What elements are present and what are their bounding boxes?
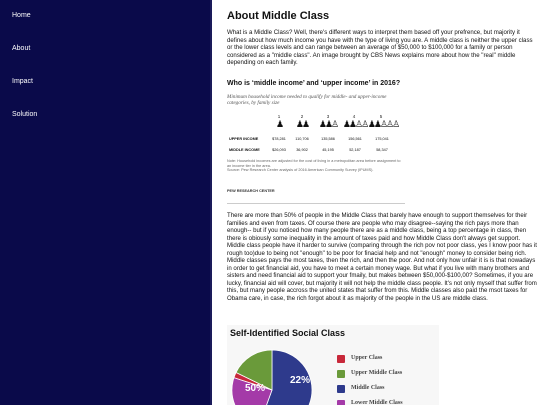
body-paragraph: There are more than 50% of people in the Middle Class that barely have enough to support themselves for their families and even from taxes. Of course there are people who may disagree--saying the rich pays more than enough-- but if you noticed how many people there are as a middle class, being a top percentage in class, then there is obiously some inequality in the amount of taxes paid and how Middle Class don't always get support. Middle class people have it harder to survive (comparing through the rich pov not poor class, yes I know poor has it rough too)due to being not "enough" to be poor for finacial help and not "enough" money to consider being rich. Middle classes pays the most taxes, then the rich, and then the poor. And not only how unfair it is is that nowadays in order to get financial aid, you have to meet a certain money wage. But what if you live with many brothers and sisters and need financial aid to support your fmaily, but makes between $50,000-$100,00? Sometimes, if you are lucky, financial aid will cover, but majority it will not help the middle class people. It's not only myself that suffer from this, but many people accross the united states that suffer from this. Middle classes also paid the msot taxes for Obama care, in case, the rich forgot about it as majority of the people in the US are middle class. bbox=[227, 212, 537, 302]
infographic-subtitle: Minimum household income needed to qualify for middle- and upper-income categories, by family size bbox=[227, 94, 387, 106]
pie-slice-label: 22% bbox=[289, 375, 311, 386]
income-infographic bbox=[227, 78, 405, 200]
income-value: 58,347 bbox=[376, 148, 388, 152]
person-icon: ♟♟♙♙♙ bbox=[367, 119, 399, 129]
legend-label: Lower Middle Class bbox=[351, 400, 403, 405]
infographic-source: PEW RESEARCH CENTER bbox=[227, 189, 275, 193]
income-value: $78,281 bbox=[272, 137, 286, 141]
legend-swatch bbox=[337, 370, 345, 378]
person-icon: ♟♟ bbox=[295, 119, 309, 129]
pie-chart-title: Self-Identified Social Class bbox=[230, 328, 346, 338]
family-size-label: 5 bbox=[379, 114, 383, 119]
nav-item-solution[interactable]: Solution bbox=[12, 111, 38, 118]
person-icon: ♟♟♙♙ bbox=[342, 119, 368, 129]
pie-slice-label: 50% bbox=[244, 383, 266, 394]
social-class-pie-chart bbox=[227, 325, 439, 405]
income-value: 175,041 bbox=[375, 137, 389, 141]
nav-item-home[interactable]: Home bbox=[12, 12, 31, 19]
legend-swatch bbox=[337, 385, 345, 393]
income-value: 135,586 bbox=[321, 137, 335, 141]
income-value: 110,706 bbox=[295, 137, 309, 141]
income-value: 52,187 bbox=[349, 148, 361, 152]
income-value: 45,195 bbox=[322, 148, 334, 152]
nav-item-about[interactable]: About bbox=[12, 45, 31, 52]
nav-item-impact[interactable]: Impact bbox=[12, 78, 34, 85]
sidebar-divider bbox=[210, 0, 212, 405]
legend-swatch bbox=[337, 355, 345, 363]
person-icon: ♟♟♙ bbox=[318, 119, 338, 129]
income-value: 156,561 bbox=[348, 137, 362, 141]
sidebar bbox=[0, 0, 210, 405]
infographic-note: Note: Household incomes are adjusted for the cost of living in a metropolitan area before assignment to an income tier in the area. Source: Pew Research Center analysis of 2016 American Community Survey (IPUMS). bbox=[227, 159, 401, 173]
legend-item-upper-middle-class bbox=[351, 370, 402, 376]
legend-label: Middle Class bbox=[351, 385, 385, 391]
row-label-upper: UPPER INCOME bbox=[229, 137, 259, 141]
legend-label: Upper Class bbox=[351, 355, 383, 361]
row-label-middle: MIDDLE INCOME bbox=[229, 148, 260, 152]
person-icon: ♟ bbox=[275, 119, 283, 129]
main-content bbox=[227, 0, 537, 405]
family-size-label: 1 bbox=[277, 114, 281, 119]
family-size-label: 4 bbox=[352, 114, 356, 119]
section-divider bbox=[227, 203, 405, 204]
intro-paragraph: What is a Middle Class? Well, there's different ways to interpret them based off your prefrence, but majority it defines about how much income you have with the type of living you are. A middle class is neither the upper class or the lower class levels and can range between an average of $50,000 to $100,000 for a family or person considered as a "middle class". An image brought by CBS News explains more about how the "real" middle depending on each family. bbox=[227, 29, 533, 66]
family-size-label: 2 bbox=[300, 114, 304, 119]
infographic-title: Who is ‘middle income’ and ‘upper income’ in 2016? bbox=[227, 80, 401, 87]
legend-item-middle-class bbox=[351, 385, 385, 391]
page-title: About Middle Class bbox=[227, 10, 330, 22]
pie-chart-graphic bbox=[227, 325, 439, 405]
legend-swatch bbox=[337, 400, 345, 405]
income-value: 36,902 bbox=[296, 148, 308, 152]
income-value: $26,093 bbox=[272, 148, 286, 152]
legend-item-lower-middle-class bbox=[351, 400, 403, 405]
legend-item-upper-class bbox=[351, 355, 382, 361]
legend-label: Upper Middle Class bbox=[351, 370, 403, 376]
family-size-label: 3 bbox=[326, 114, 330, 119]
